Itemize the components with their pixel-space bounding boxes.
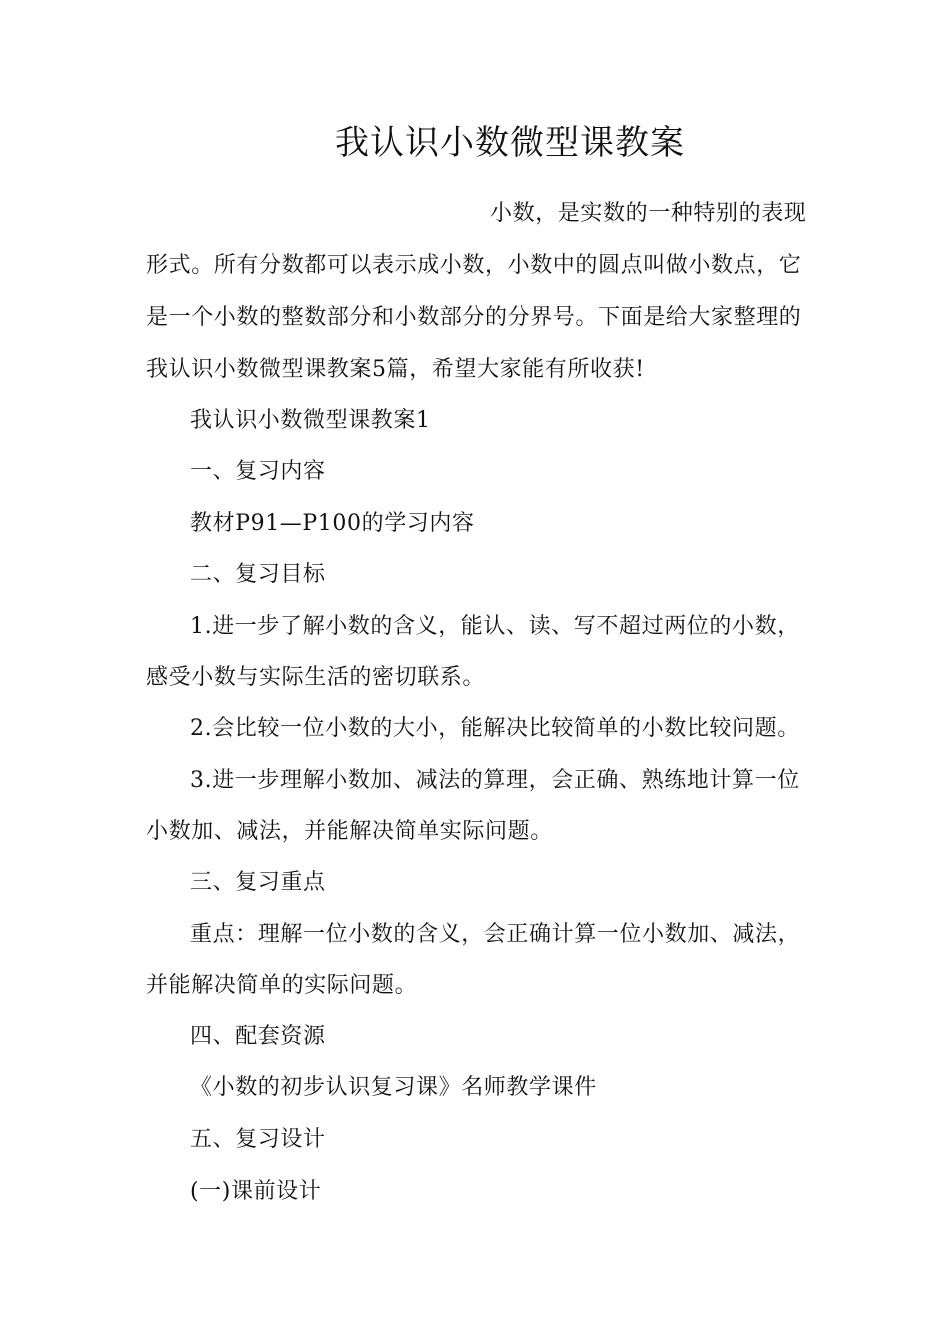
paragraph-line: 教材P91—P100的学习内容 xyxy=(190,511,475,536)
paragraph-line: 《小数的初步认识复习课》名师教学课件 xyxy=(190,1075,597,1100)
paragraph-line: 感受小数与实际生活的密切联系。 xyxy=(146,665,486,690)
paragraph-line: 并能解决简单的实际问题。 xyxy=(146,973,418,998)
section-heading: 我认识小数微型课教案1 xyxy=(190,408,431,433)
paragraph-line: 3.进一步理解小数加、减法的算理，会正确、熟练地计算一位 xyxy=(190,768,800,793)
section-heading: 五、复习设计 xyxy=(190,1127,326,1152)
section-heading: 一、复习内容 xyxy=(190,459,326,484)
paragraph-line: 重点：理解一位小数的含义，会正确计算一位小数加、减法， xyxy=(190,922,801,947)
paragraph-line: 小数，是实数的一种特别的表现 xyxy=(490,201,807,226)
section-heading: 四、配套资源 xyxy=(190,1024,326,1049)
section-heading: 三、复习重点 xyxy=(190,870,326,895)
paragraph-line: 1.进一步了解小数的含义，能认、读、写不超过两位的小数， xyxy=(190,614,800,639)
paragraph-line: 形式。所有分数都可以表示成小数，小数中的圆点叫做小数点，它 xyxy=(146,253,802,278)
paragraph-line: 我认识小数微型课教案5篇，希望大家能有所收获! xyxy=(146,357,645,382)
section-heading: (一)课前设计 xyxy=(190,1179,322,1204)
section-heading: 二、复习目标 xyxy=(190,562,326,587)
paragraph-line: 小数加、减法，并能解决简单实际问题。 xyxy=(146,819,553,844)
document-title: 我认识小数微型课教案 xyxy=(335,123,685,163)
paragraph-line: 是一个小数的整数部分和小数部分的分界号。下面是给大家整理的 xyxy=(146,305,802,330)
paragraph-line: 2.会比较一位小数的大小，能解决比较简单的小数比较问题。 xyxy=(190,716,800,741)
